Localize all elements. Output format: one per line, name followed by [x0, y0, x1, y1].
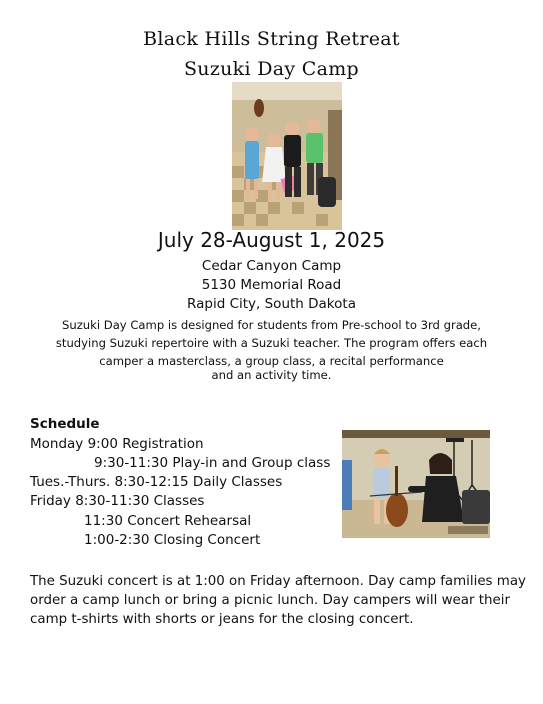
- title-line-2: Suzuki Day Camp: [183, 58, 359, 80]
- description-line-2: studying Suzuki repertoire with a Suzuki teacher. The program offers each: [55, 336, 488, 350]
- schedule-line: Tues.-Thurs. 8:30-12:15 Daily Classes: [30, 474, 283, 490]
- schedule-line: 9:30-11:30 Play-in and Group class: [94, 455, 331, 471]
- description-line-4: and an activity time.: [211, 368, 332, 382]
- cello-lesson-photo: [342, 430, 490, 538]
- schedule-line: 1:00-2:30 Closing Concert: [84, 532, 261, 548]
- description-line-1: Suzuki Day Camp is designed for students from Pre-school to 3rd grade,: [62, 318, 481, 332]
- schedule-line: Friday 8:30-11:30 Classes: [30, 493, 205, 509]
- campers-photo: [232, 82, 342, 230]
- venue-name: Cedar Canyon Camp: [201, 258, 342, 274]
- venue-city: Rapid City, South Dakota: [187, 296, 356, 312]
- venue-street: 5130 Memorial Road: [201, 277, 342, 293]
- footer-line-2: order a camp lunch or bring a picnic lunch. Day campers will wear their: [30, 593, 510, 608]
- event-dates: July 28-August 1, 2025: [157, 228, 386, 252]
- schedule-heading: Schedule: [30, 416, 100, 432]
- schedule-line: Monday 9:00 Registration: [30, 436, 204, 452]
- title-line-1: Black Hills String Retreat: [143, 28, 400, 50]
- schedule-line: 11:30 Concert Rehearsal: [84, 513, 252, 529]
- footer-line-3: camp t-shirts with shorts or jeans for the closing concert.: [30, 612, 414, 627]
- description-line-3: camper a masterclass, a group class, a recital performance: [99, 354, 444, 368]
- footer-line-1: The Suzuki concert is at 1:00 on Friday afternoon. Day camp families may: [30, 574, 526, 589]
